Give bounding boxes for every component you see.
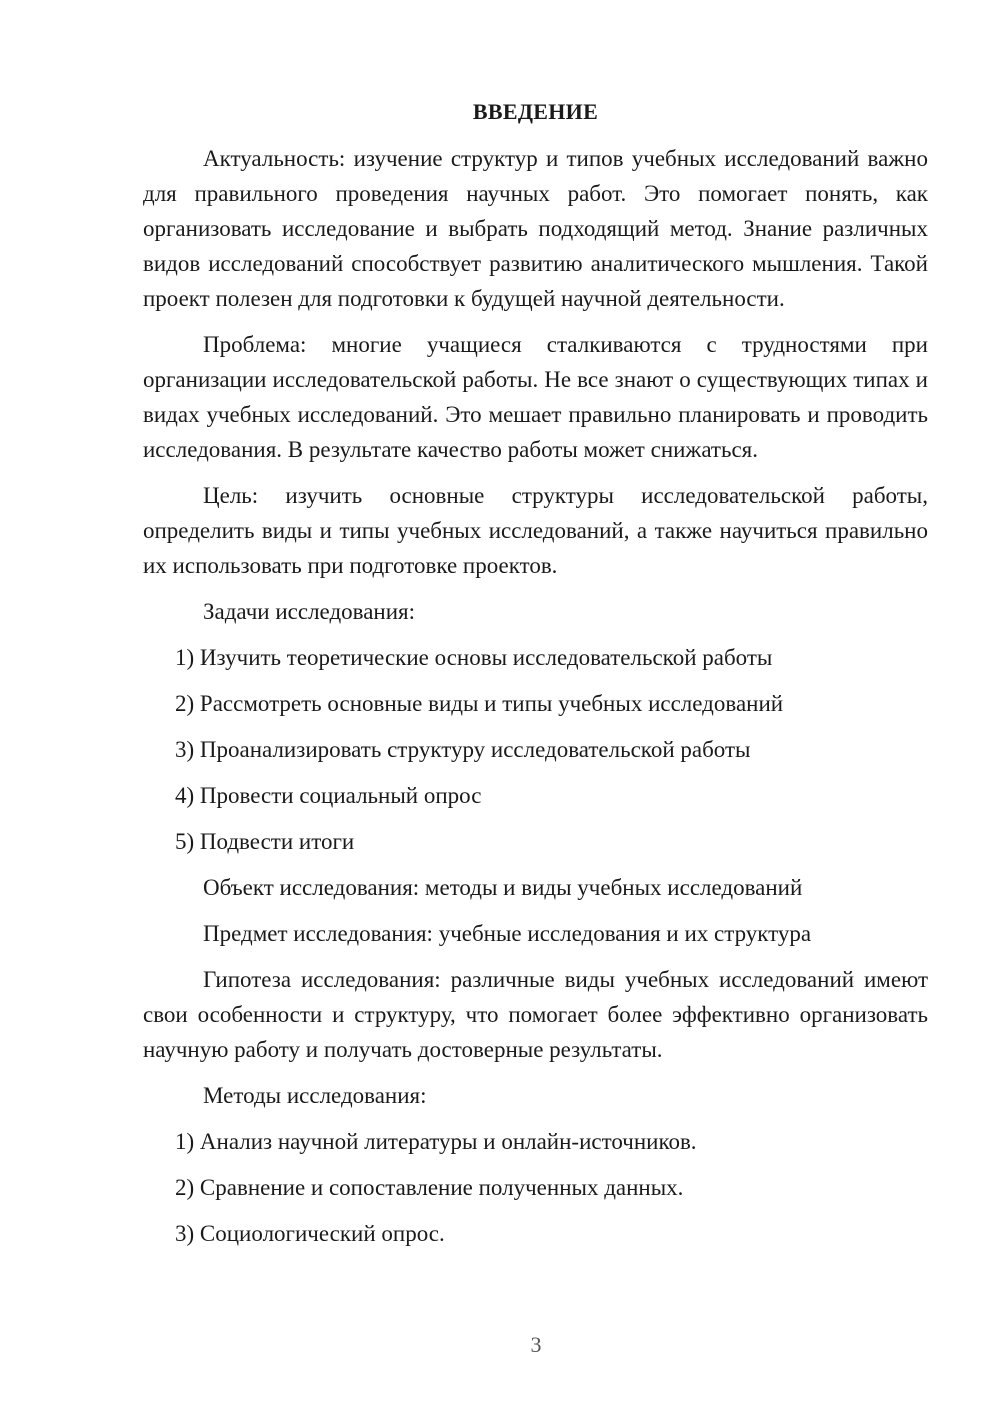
methods-list bbox=[143, 1124, 928, 1251]
method-item: 3) Социологический опрос. bbox=[175, 1221, 445, 1246]
task-item: 1) Изучить теоретические основы исследовательской работы bbox=[175, 645, 773, 670]
page-number: 3 bbox=[530, 1332, 542, 1357]
section-title: ВВЕДЕНИЕ bbox=[472, 99, 599, 124]
task-item: 2) Рассмотреть основные виды и типы учебных исследований bbox=[175, 691, 784, 716]
page-content bbox=[143, 94, 928, 1262]
tasks-list bbox=[143, 640, 928, 859]
problem-paragraph: Проблема: многие учащиеся сталкиваются с трудностями при организации исследовательской работы. Не все знают о существующих типах и видах учебных исследований. Это мешает правильно планировать и проводить исследования. В результате качество работы может снижаться. bbox=[143, 332, 928, 462]
research-object: Объект исследования: методы и виды учебных исследований bbox=[203, 875, 803, 900]
goal-paragraph: Цель: изучить основные структуры исследовательской работы, определить виды и типы учебных исследований, а также научиться правильно их использовать при подготовке проектов. bbox=[143, 483, 928, 578]
hypothesis-paragraph: Гипотеза исследования: различные виды учебных исследований имеют свои особенности и структуру, что помогает более эффективно организовать научную работу и получать достоверные результаты. bbox=[143, 967, 928, 1062]
methods-heading: Методы исследования: bbox=[203, 1083, 427, 1108]
task-item: 3) Проанализировать структуру исследовательской работы bbox=[175, 737, 751, 762]
method-item: 2) Сравнение и сопоставление полученных данных. bbox=[175, 1175, 684, 1200]
method-item: 1) Анализ научной литературы и онлайн-источников. bbox=[175, 1129, 697, 1154]
tasks-heading: Задачи исследования: bbox=[203, 599, 416, 624]
research-subject: Предмет исследования: учебные исследования и их структура bbox=[203, 921, 812, 946]
task-item: 4) Провести социальный опрос bbox=[175, 783, 482, 808]
relevance-paragraph: Актуальность: изучение структур и типов учебных исследований важно для правильного проведения научных работ. Это помогает понять, как организовать исследование и выбрать подходящий метод. Знание различных видов исследований способствует развитию аналитического мышления. Такой проект полезен для подготовки к будущей научной деятельности. bbox=[143, 146, 928, 311]
task-item: 5) Подвести итоги bbox=[175, 829, 355, 854]
